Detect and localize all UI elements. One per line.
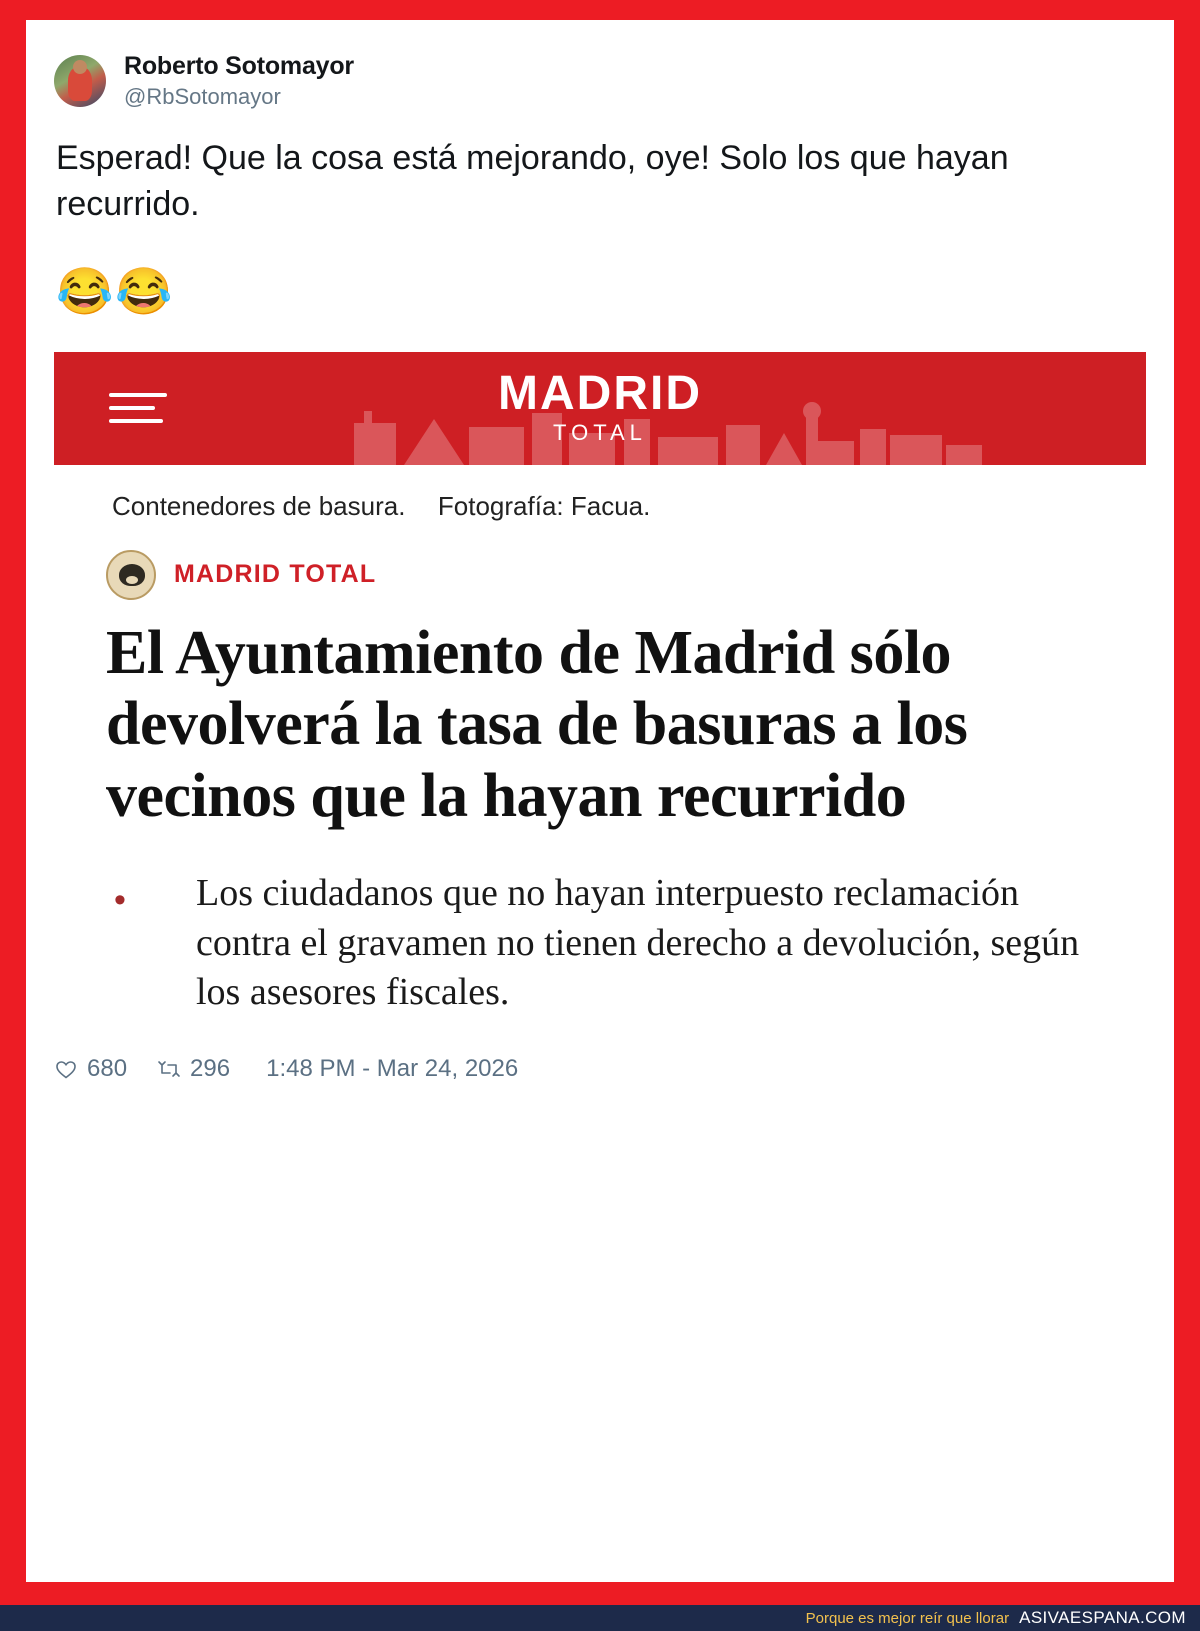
tweet-emoji: 😂😂 <box>56 264 175 317</box>
tweet-stats <box>26 1017 1174 1083</box>
tweet-header <box>26 20 1174 109</box>
embedded-article[interactable] <box>54 352 1146 1018</box>
retweet-stat[interactable] <box>157 1055 230 1083</box>
bullet-dot-icon: • <box>114 881 126 920</box>
avatar[interactable] <box>54 55 106 107</box>
author-display-name[interactable]: Roberto Sotomayor <box>124 52 354 80</box>
bullet-text: Los ciudadanos que no hayan interpuesto reclamación contra el gravamen no tienen derecho a devolución, según los asesores fiscales. <box>196 872 1080 1014</box>
tweet-timestamp: 1:48 PM - Mar 24, 2026 <box>266 1055 519 1083</box>
author-names <box>124 52 354 109</box>
article-brand <box>498 367 702 446</box>
author-handle[interactable]: @RbSotomayor <box>124 83 281 109</box>
heart-icon <box>54 1057 78 1081</box>
banner-site-name[interactable]: ASIVAESPANA.COM <box>1019 1608 1186 1627</box>
list-item <box>114 869 1116 1017</box>
tweet-text: Esperad! Que la cosa está mejorando, oye! Solo los que hayan recurrido. <box>56 139 1009 224</box>
photo-caption <box>54 465 1146 522</box>
caption-subject: Contenedores de basura. <box>112 490 406 521</box>
article-bullets <box>54 833 1146 1017</box>
like-count: 680 <box>87 1055 128 1083</box>
kicker-label: MADRID TOTAL <box>174 560 377 589</box>
retweet-icon <box>157 1057 181 1081</box>
article-header-bar <box>54 352 1146 465</box>
brand-subtitle: TOTAL <box>553 420 647 446</box>
brand-title: MADRID <box>498 367 702 421</box>
retweet-count: 296 <box>190 1055 231 1083</box>
caption-credit: Fotografía: Facua. <box>437 490 651 521</box>
banner-tagline: Porque es mejor reír que llorar <box>805 1609 1010 1627</box>
article-headline: El Ayuntamiento de Madrid sólo devolverá la tasa de basuras a los vecinos que la hayan recurrido <box>106 618 968 831</box>
tweet-card <box>26 20 1174 1582</box>
lion-logo-icon <box>106 550 156 600</box>
article-kicker <box>54 522 1146 600</box>
site-watermark-banner <box>0 1605 1200 1631</box>
like-stat[interactable] <box>54 1055 127 1083</box>
